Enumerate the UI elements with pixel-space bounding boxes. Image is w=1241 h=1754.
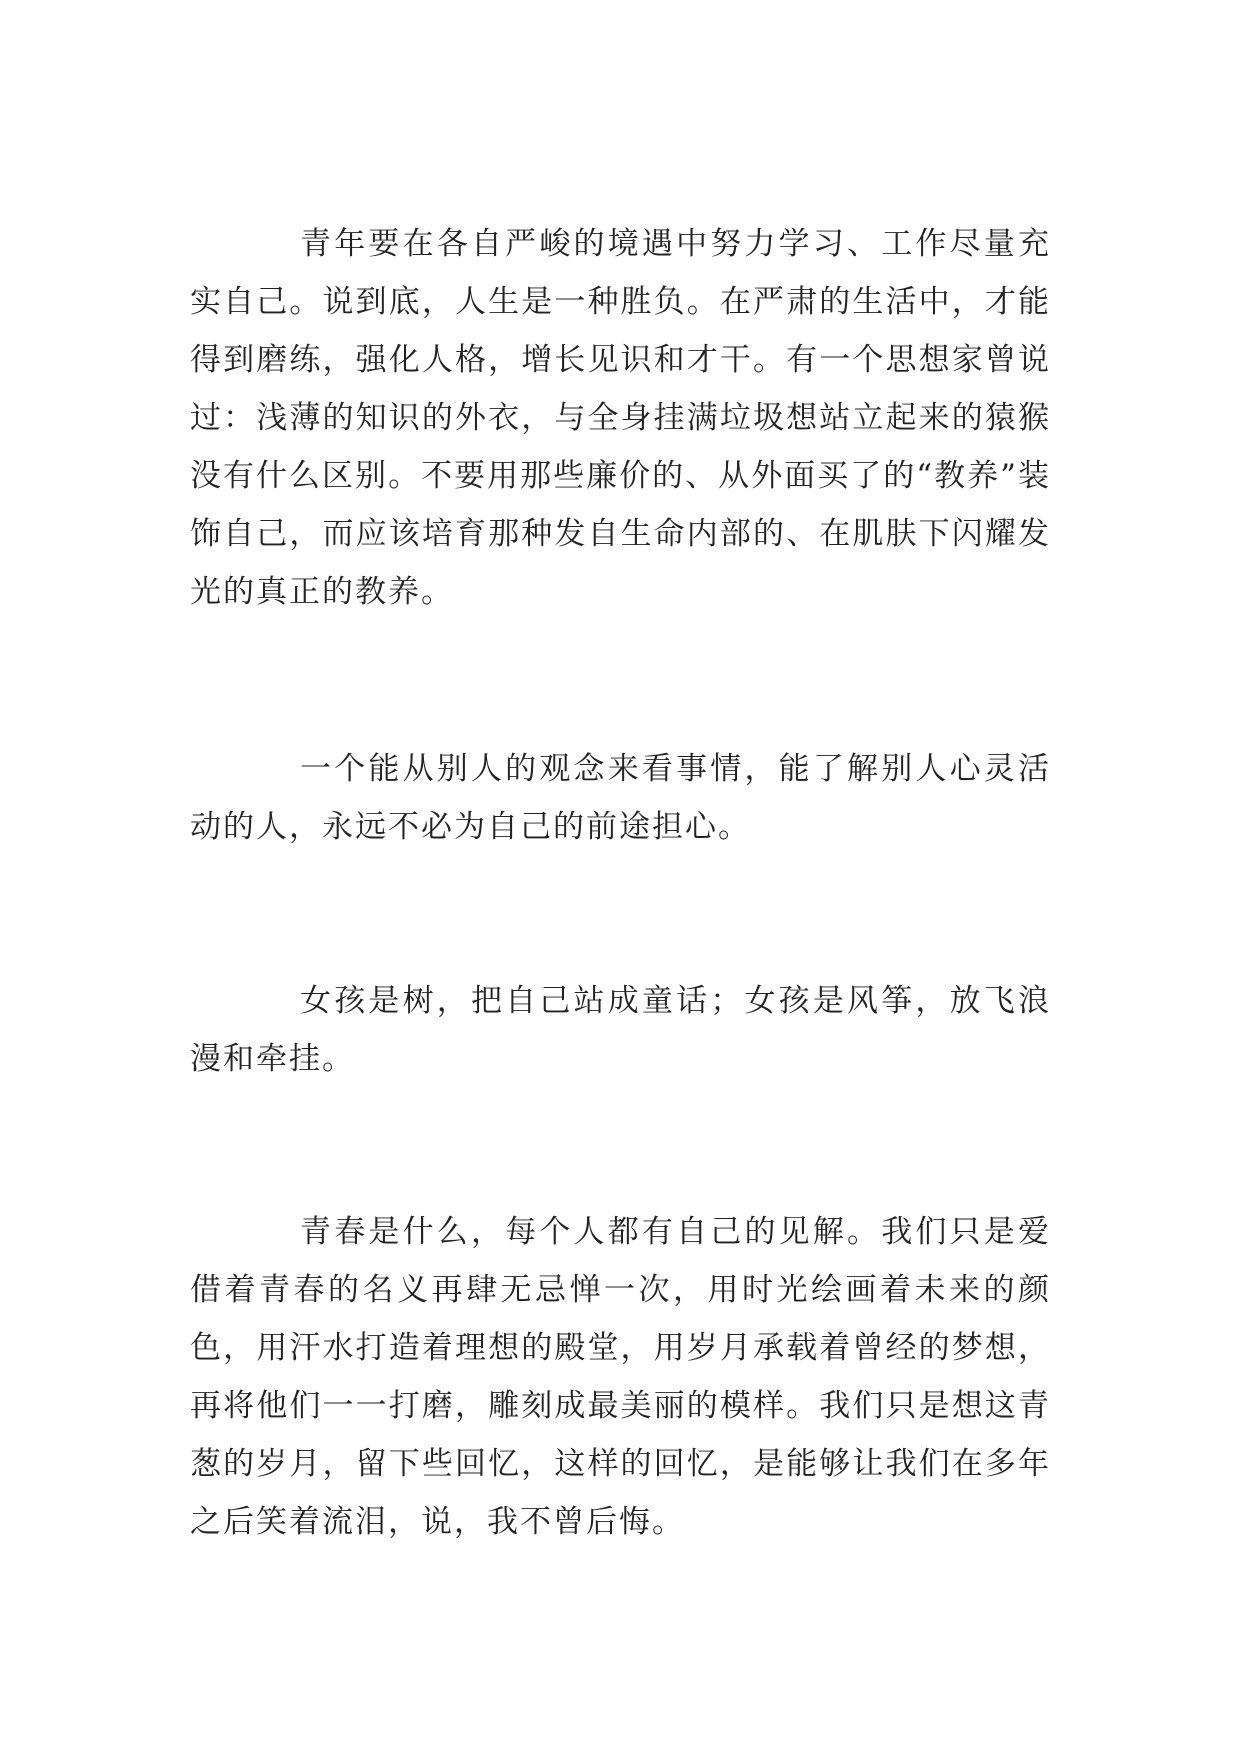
paragraph-youth-cultivation: 青年要在各自严峻的境遇中努力学习、工作尽量充实自己。说到底，人生是一种胜负。在严肃的生活中，才能得到磨练，强化人格，增长见识和才干。有一个思想家曾说过：浅薄的知识的外衣，与全身挂满垃圾想站立起来的猿猴没有什么区别。不要用那些廉价的、从外面买了的“教养”装饰自己，而应该培育那种发自生命内部的、在肌肤下闪耀发光的真正的教养。 xyxy=(190,226,1051,610)
paragraph-what-is-youth: 青春是什么，每个人都有自己的见解。我们只是爱借着青春的名义再肆无忌惮一次，用时光绘画着未来的颜色，用汗水打造着理想的殿堂，用岁月承载着曾经的梦想，再将他们一一打磨，雕刻成最美丽的模样。我们只是想这青葱的岁月，留下些回忆，这样的回忆，是能够让我们在多年之后笑着流泪，说，我不曾后悔。 xyxy=(190,1214,1051,1540)
paragraph-empathy: 一个能从别人的观念来看事情，能了解别人心灵活动的人，永远不必为自己的前途担心。 xyxy=(190,751,1051,845)
paragraph-girl-metaphor: 女孩是树，把自己站成童话；女孩是风筝，放飞浪漫和牵挂。 xyxy=(190,983,1051,1077)
